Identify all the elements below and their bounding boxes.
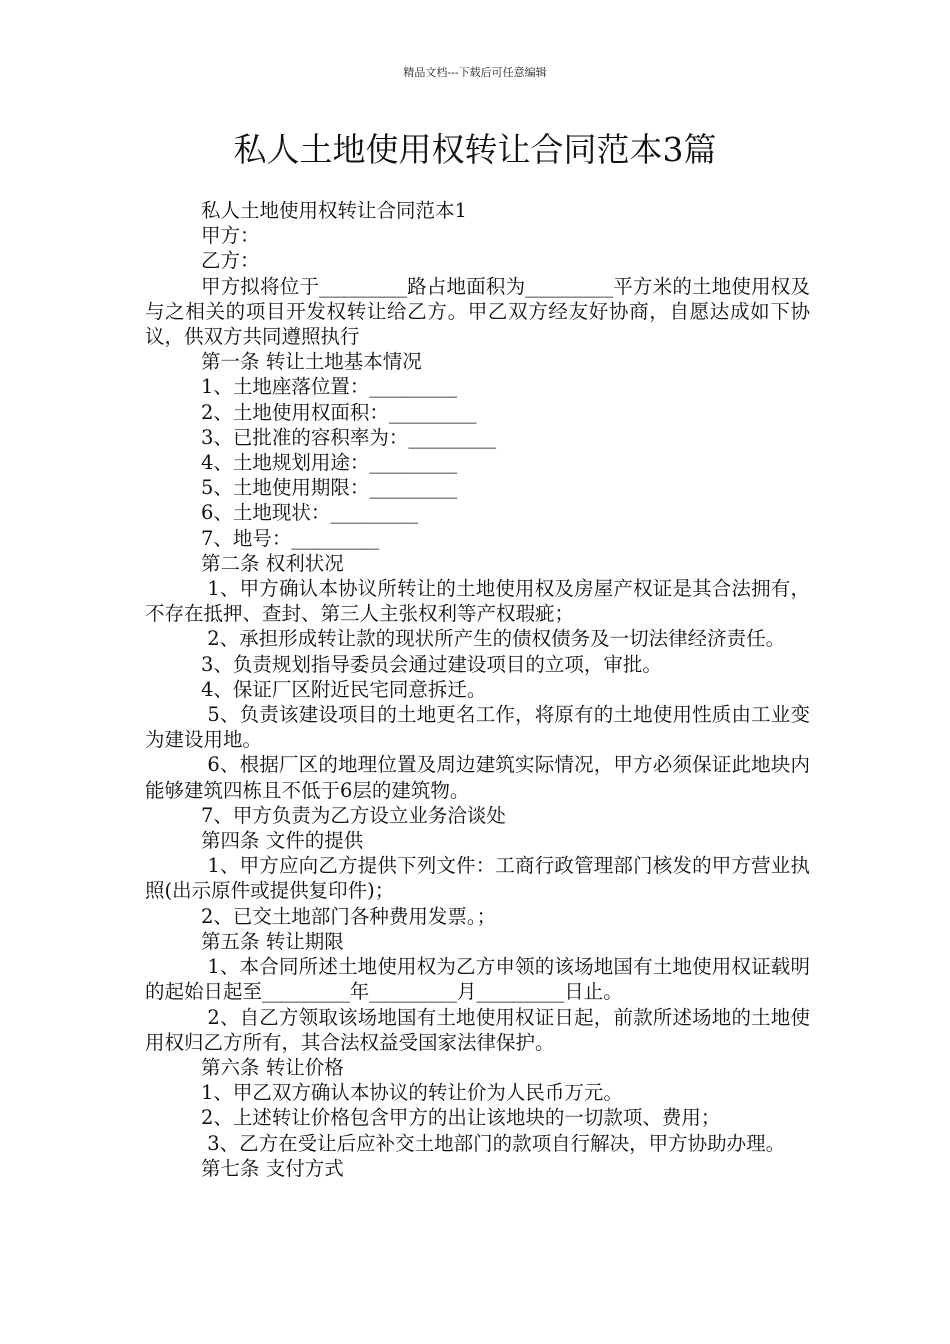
article-6-heading: 第六条 转让价格 [201, 1055, 344, 1079]
article-2-item: 3、负责规划指导委员会通过建设项目的立项，审批。 [201, 652, 662, 676]
article-7-heading: 第七条 支付方式 [201, 1156, 344, 1180]
document-body [145, 198, 810, 1181]
article-1-item: 7、地号：_________ [201, 526, 380, 550]
article-1-item: 3、已批准的容积率为：_________ [201, 425, 497, 449]
article-5-item: 2、自乙方领取该场地国有土地使用权证日起，前款所述场地的土地使用权归乙方所有，其合法权益受国家法律保护。 [145, 1005, 810, 1054]
party-b-line: 乙方： [201, 249, 260, 273]
article-1-heading: 第一条 转让土地基本情况 [201, 350, 422, 374]
preamble-paragraph: 甲方拟将位于_________路占地面积为_________平方米的土地使用权及与之相关的项目开发权转让给乙方。甲乙双方经友好协商，自愿达成如下协议，供双方共同遵照执行 [145, 274, 810, 349]
article-2-item: 6、根据厂区的地理位置及周边建筑实际情况，甲方必须保证此地块内能够建筑四栋且不低于6层的建筑物。 [145, 753, 810, 802]
article-1-item: 4、土地规划用途：_________ [201, 451, 458, 475]
article-2-item: 5、负责该建设项目的土地更名工作，将原有的土地使用性质由工业变为建设用地。 [145, 703, 810, 752]
article-1-item: 6、土地现状：_________ [201, 501, 419, 525]
article-6-item: 3、乙方在受让后应补交土地部门的款项自行解决，甲方协助办理。 [201, 1131, 786, 1155]
header-note: 精品文档---下载后可任意编辑 [403, 66, 547, 79]
article-4-item: 2、已交土地部门各种费用发票。； [201, 904, 497, 928]
contract-subtitle: 私人土地使用权转让合同范本1 [201, 199, 467, 222]
article-2-item: 7、甲方负责为乙方设立业务洽谈处 [201, 803, 506, 827]
article-5-item: 1、本合同所述土地使用权为乙方申领的该场地国有土地使用权证载明的起始日起至_________年_________月_________日止。 [145, 955, 810, 1004]
article-1-item: 1、土地座落位置：_________ [201, 375, 458, 399]
party-a-line: 甲方： [201, 224, 260, 248]
article-4-item: 1、甲方应向乙方提供下列文件：工商行政管理部门核发的甲方营业执照(出示原件或提供复印件)； [145, 854, 810, 903]
article-5-heading: 第五条 转让期限 [201, 929, 344, 953]
article-4-heading: 第四条 文件的提供 [201, 829, 364, 853]
article-6-item: 1、甲乙双方确认本协议的转让价为人民币万元。 [201, 1081, 623, 1105]
article-1-item: 5、土地使用期限：_________ [201, 476, 458, 500]
article-2-heading: 第二条 权利状况 [201, 551, 344, 575]
article-2-item: 2、承担形成转让款的现状所产生的债权债务及一切法律经济责任。 [201, 627, 786, 651]
article-1-item: 2、土地使用权面积：_________ [201, 400, 477, 424]
article-2-item: 4、保证厂区附近民宅同意拆迁。 [201, 677, 487, 701]
document-title: 私人土地使用权转让合同范本3篇 [233, 130, 717, 169]
article-6-item: 2、上述转让价格包含甲方的出让该地块的一切款项、费用； [201, 1106, 721, 1130]
article-2-item: 1、甲方确认本协议所转让的土地使用权及房屋产权证是其合法拥有，不存在抵押、查封、第三人主张权利等产权瑕疵； [145, 577, 810, 626]
